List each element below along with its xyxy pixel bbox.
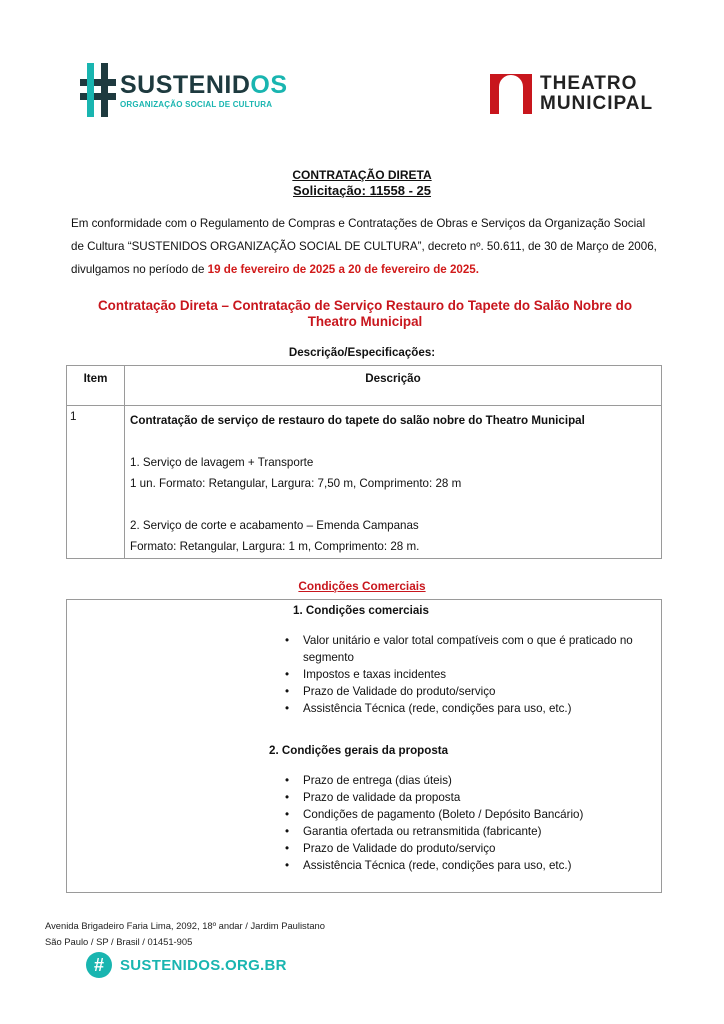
table-header-row [67,366,661,405]
contract-subject: Contratação Direta – Contratação de Serviço Restauro do Tapete do Salão Nobre do Theatro Municipal [97,298,632,329]
service-1-title: 1. Serviço de lavagem + Transporte [130,456,314,469]
footer-website-link[interactable] [86,952,287,978]
theatro-municipal-logo [490,74,653,114]
document-title: CONTRATAÇÃO DIRETA [292,168,432,182]
service-1-detail: 1 un. Formato: Retangular, Largura: 7,50 m, Comprimento: 28 m [130,477,462,490]
sustenidos-tagline: ORGANIZAÇÃO SOCIAL DE CULTURA [120,99,273,109]
service-2-detail: Formato: Retangular, Largura: 1 m, Comprimento: 28 m. [130,540,420,553]
section-1-list [285,632,655,717]
footer-address: Avenida Brigadeiro Faria Lima, 2092, 18º andar / Jardim Paulistano São Paulo / SP / Brasil / 01451-905 [45,920,325,947]
theatro-logo-line1: THEATRO [540,73,638,94]
section-1-title: 1. Condições comerciais [293,604,429,617]
service-2-title: 2. Serviço de corte e acabamento – Emenda Campanas [130,519,419,532]
section-2-title: 2. Condições gerais da proposta [269,744,449,757]
list-item: • Impostos e taxas incidentes [285,666,655,683]
service-title: Contratação de serviço de restauro do tapete do salão nobre do Theatro Municipal [130,414,585,427]
list-item: • Assistência Técnica (rede, condições para uso, etc.) [285,857,655,874]
specifications-table [66,365,662,559]
specifications-heading: Descrição/Especificações: [288,346,436,359]
column-header-description: Descrição [365,372,421,385]
publication-period: 19 de fevereiro de 2025 a 20 de fevereiro de 2025. [207,263,479,276]
theatre-arch-icon [490,74,532,114]
hash-circle-icon: # [86,952,112,978]
hash-icon [80,63,116,117]
conditions-box [66,599,662,893]
intro-paragraph: Em conformidade com o Regulamento de Compras e Contratações de Obras e Serviços da Organização Social de Cultura “SUSTENIDOS ORGANIZAÇÃO SOCIAL DE CULTURA”, decreto nº. 50.611, de 30 de Março de 2006, divulgamos no período de 19 de fevereiro de 2025 a 20 de fevereiro de 2025. [71,217,657,276]
column-header-item: Item [67,366,125,405]
website-url[interactable]: SUSTENIDOS.ORG.BR [120,956,287,974]
list-item: • Assistência Técnica (rede, condições para uso, etc.) [285,700,655,717]
list-item: • Garantia ofertada ou retransmitida (fabricante) [285,823,655,840]
item-description [125,406,661,558]
item-number: 1 [67,406,125,558]
request-number: Solicitação: 11558 - 25 [292,183,432,198]
section-2-list [285,772,655,874]
list-item: • Prazo de entrega (dias úteis) [285,772,655,789]
list-item: • Valor unitário e valor total compatíveis com o que é praticado no segmento [285,632,655,666]
theatro-logo-line2: MUNICIPAL [540,93,654,114]
list-item: • Prazo de Validade do produto/serviço [285,683,655,700]
table-row [67,405,661,558]
list-item: • Condições de pagamento (Boleto / Depósito Bancário) [285,806,655,823]
sustenidos-brand-name: SUSTENIDOS [120,70,288,99]
list-item: • Prazo de Validade do produto/serviço [285,840,655,857]
commercial-conditions-heading: Condições Comerciais [298,579,426,593]
sustenidos-logo [80,62,288,118]
list-item: • Prazo de validade da proposta [285,789,655,806]
